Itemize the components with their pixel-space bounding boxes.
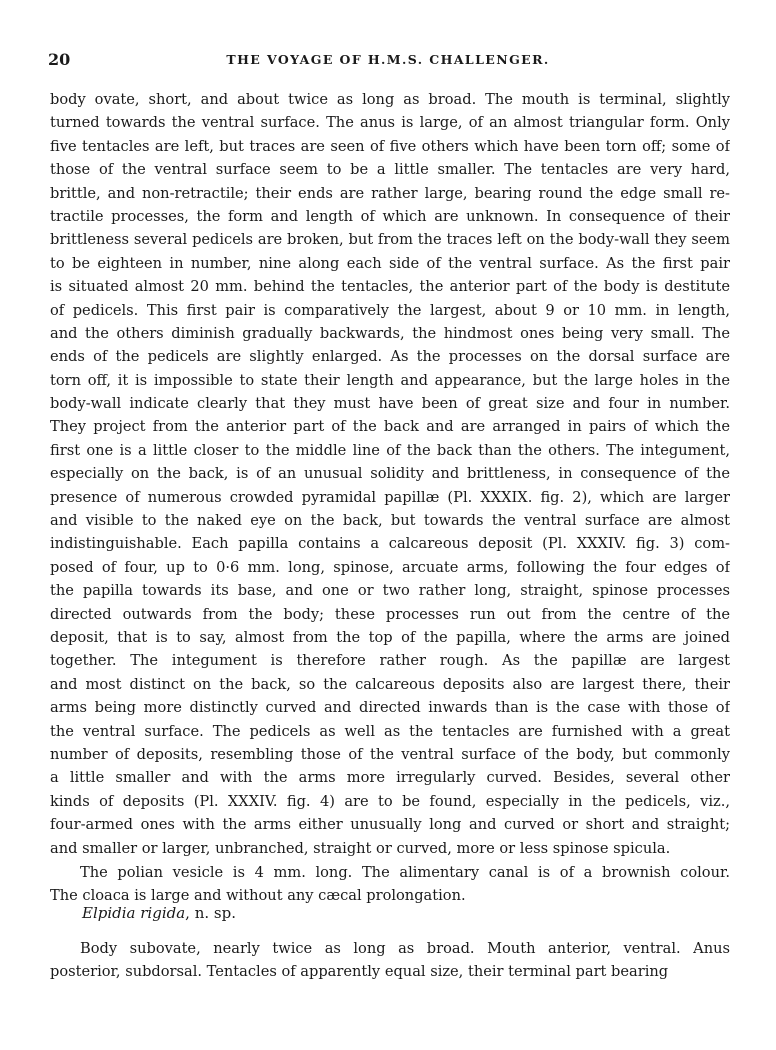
text-line: the ventral surface. The pedicels as well as the tentacles are furnished with a great (50, 722, 730, 740)
species-heading (82, 904, 236, 922)
text-line: body-wall indicate clearly that they must have been of great size and four in number. (50, 395, 730, 413)
text-line: directed outwards from the body; these processes run out from the centre of the (50, 605, 730, 623)
text-line: those of the ventral surface seem to be a little smaller. The tentacles are very hard, (50, 161, 730, 179)
text-line: brittle, and non-retractile; their ends are rather large, bearing round the edge small re- (50, 184, 730, 202)
text-line: together. The integument is therefore rather rough. As the papillæ are largest (50, 652, 730, 670)
text-line: tractile processes, the form and length of which are unknown. In consequence of their (50, 207, 730, 225)
text-line: is situated almost 20 mm. behind the tentacles, the anterior part of the body is destitute (50, 278, 730, 296)
paragraph-1 (50, 88, 730, 860)
text-line: presence of numerous crowded pyramidal papillæ (Pl. XXXIX. fig. 2), which are larger (50, 488, 730, 506)
text-line: especially on the back, is of an unusual solidity and brittleness, in consequence of the (50, 465, 730, 483)
text-line: Body subovate, nearly twice as long as broad. Mouth anterior, ventral. Anus (80, 940, 730, 957)
text-line: kinds of deposits (Pl. XXXIV. fig. 4) are to be found, especially in the pedicels, viz., (50, 792, 730, 810)
text-line: first one is a little closer to the middle line of the back than the others. The integument, (50, 441, 730, 459)
page-header (46, 50, 730, 72)
text-line: ends of the pedicels are slightly enlarged. As the processes on the dorsal surface are (50, 348, 730, 366)
text-line: turned towards the ventral surface. The anus is large, of an almost triangular form. Only (50, 114, 730, 132)
text-line: indistinguishable. Each papilla contains a calcareous deposit (Pl. XXXIV. fig. 3) com- (50, 535, 730, 553)
text-line: five tentacles are left, but traces are seen of five others which have been torn off; some of (50, 137, 730, 155)
text-line: posterior, subdorsal. Tentacles of apparently equal size, their terminal part bearing (50, 963, 669, 981)
text-line: of pedicels. This first pair is comparatively the largest, about 9 or 10 mm. in length, (50, 301, 730, 319)
text-line: and visible to the naked eye on the back, but towards the ventral surface are almost (50, 512, 730, 530)
text-line: and the others diminish gradually backwards, the hindmost ones being very small. The (50, 324, 730, 342)
text-line: The polian vesicle is 4 mm. long. The alimentary canal is of a brownish colour. (80, 864, 730, 881)
text-line: torn off, it is impossible to state their length and appearance, but the large holes in the (50, 371, 730, 389)
page-number: 20 (48, 50, 71, 69)
text-line: brittleness several pedicels are broken, but from the traces left on the body-wall they seem (50, 231, 730, 249)
text-line: to be eighteen in number, nine along each side of the ventral surface. As the first pair (50, 254, 730, 272)
running-title: THE VOYAGE OF H.M.S. CHALLENGER. (226, 52, 550, 67)
text-line: body ovate, short, and about twice as long as broad. The mouth is terminal, slightly (50, 91, 730, 108)
text-line: a little smaller and with the arms more irregularly curved. Besides, several other (50, 769, 730, 787)
text-line: number of deposits, resembling those of the ventral surface of the body, but commonly (50, 745, 730, 763)
text-line: the papilla towards its base, and one or two rather long, straight, spinose processes (50, 582, 730, 600)
species-name: Elpidia rigida (82, 904, 186, 922)
text-line: four-armed ones with the arms either unusually long and curved or short and straight; (50, 816, 730, 834)
paragraph-2 (50, 861, 730, 908)
text-line: They project from the anterior part of the back and are arranged in pairs of which the (50, 418, 730, 436)
text-line: The cloaca is large and without any cæcal prolongation. (50, 887, 466, 905)
text-line: and most distinct on the back, so the calcareous deposits also are largest there, their (50, 675, 730, 693)
species-suffix: , n. sp. (185, 904, 236, 922)
text-line: posed of four, up to 0·6 mm. long, spinose, arcuate arms, following the four edges of (50, 558, 730, 576)
text-line: and smaller or larger, unbranched, straight or curved, more or less spinose spicula. (50, 839, 671, 857)
text-line: deposit, that is to say, almost from the top of the papilla, where the arms are joined (50, 628, 730, 646)
text-line: arms being more distinctly curved and directed inwards than is the case with those of (50, 699, 730, 717)
paragraph-3 (50, 937, 730, 984)
